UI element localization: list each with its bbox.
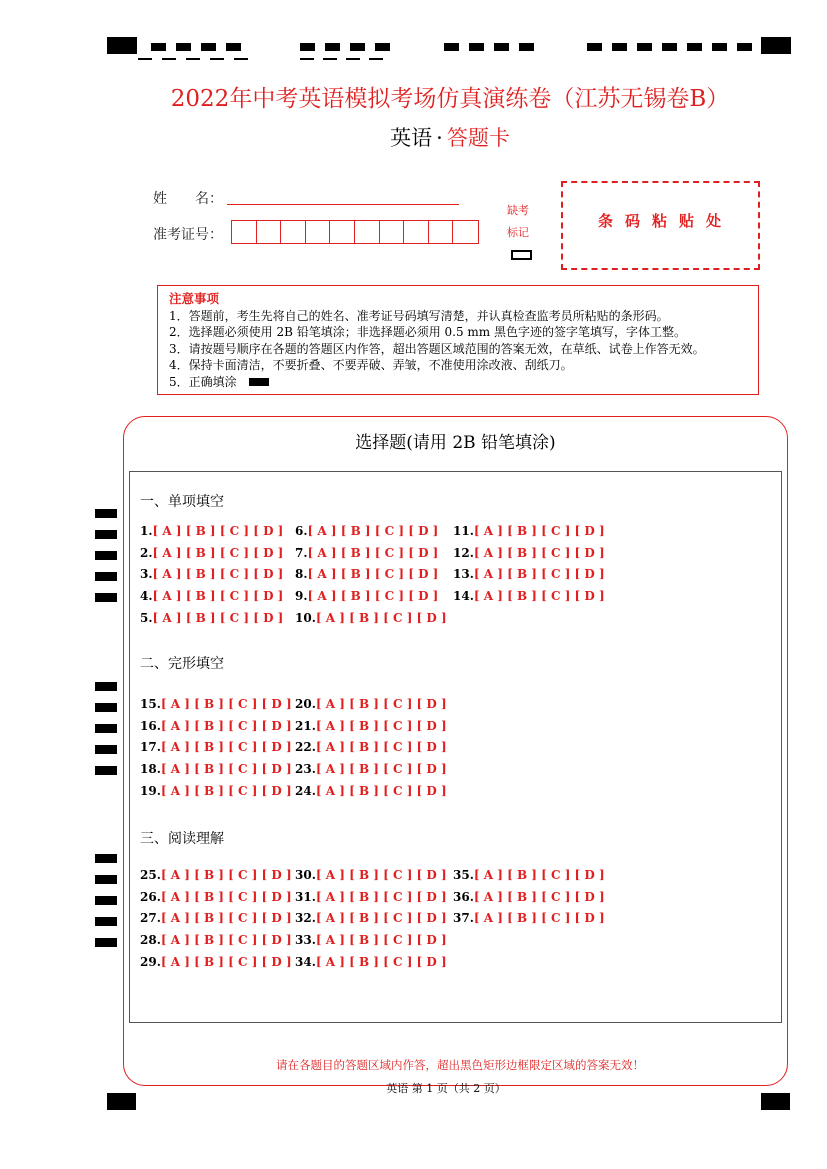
question-number: 24 xyxy=(295,783,312,798)
question-number: 20 xyxy=(295,697,312,711)
question-number: 4 xyxy=(140,589,149,604)
section-title-single-choice: 一、单项填空 xyxy=(140,494,224,510)
answer-options[interactable]: [ A ] [ B ] [ C ] [ D ] xyxy=(160,783,292,798)
question-row[interactable] xyxy=(453,911,605,925)
question-dot: . xyxy=(156,697,161,711)
question-row[interactable] xyxy=(453,890,605,904)
question-dot: . xyxy=(311,740,316,755)
answer-card-label: 答题卡 xyxy=(446,126,510,150)
question-number: 17 xyxy=(140,740,157,755)
question-row[interactable] xyxy=(453,546,605,560)
question-dot: . xyxy=(156,933,161,948)
id-number-boxes[interactable] xyxy=(231,220,479,244)
question-row[interactable] xyxy=(140,762,292,776)
answer-options[interactable]: [ A ] [ B ] [ C ] [ D ] xyxy=(473,545,605,560)
answer-options[interactable]: [ A ] [ B ] [ C ] [ D ] xyxy=(473,589,605,604)
question-row[interactable] xyxy=(140,697,292,711)
question-row[interactable] xyxy=(140,868,292,882)
answer-options[interactable]: [ A ] [ B ] [ C ] [ D ] xyxy=(160,697,292,711)
question-number: 9 xyxy=(295,589,304,604)
answer-options[interactable]: [ A ] [ B ] [ C ] [ D ] xyxy=(160,933,292,948)
answer-options[interactable]: [ A ] [ B ] [ C ] [ D ] xyxy=(473,868,605,882)
question-number: 18 xyxy=(140,762,157,777)
question-number: 12 xyxy=(453,545,470,560)
question-dot: . xyxy=(303,545,308,560)
question-row[interactable] xyxy=(140,784,292,798)
question-row[interactable] xyxy=(140,719,292,733)
answer-options[interactable]: [ A ] [ B ] [ C ] [ D ] xyxy=(473,524,605,538)
question-dot: . xyxy=(311,783,316,798)
question-row[interactable] xyxy=(295,567,438,581)
answer-options[interactable]: [ A ] [ B ] [ C ] [ D ] xyxy=(160,718,292,733)
question-dot: . xyxy=(311,911,316,926)
question-row[interactable] xyxy=(295,933,447,947)
question-row[interactable] xyxy=(140,933,292,947)
question-dot: . xyxy=(311,933,316,948)
question-row[interactable] xyxy=(140,740,292,754)
question-row[interactable] xyxy=(453,589,605,603)
question-dot: . xyxy=(303,589,308,604)
notice-item: 2．选择题必须使用 2B 铅笔填涂；非选择题必须用 0.5 mm 黑色字迹的签字笔填写，字体工整。 xyxy=(169,325,687,339)
question-row[interactable] xyxy=(140,546,283,560)
question-dot: . xyxy=(311,889,316,904)
question-dot: . xyxy=(156,954,161,969)
answer-options[interactable]: [ A ] [ B ] [ C ] [ D ] xyxy=(315,762,447,777)
question-row[interactable] xyxy=(140,890,292,904)
question-row[interactable] xyxy=(295,762,447,776)
answer-options[interactable]: [ A ] [ B ] [ C ] [ D ] xyxy=(152,589,284,604)
page-footer: 英语 第 1 页（共 2 页） xyxy=(386,1082,506,1095)
notice-item: 3．请按题号顺序在各题的答题区内作答，超出答题区域范围的答案无效，在草纸、试卷上作答无效。 xyxy=(169,341,705,356)
question-number: 25 xyxy=(140,868,157,882)
answer-options[interactable]: [ A ] [ B ] [ C ] [ D ] xyxy=(473,889,605,904)
section-title-reading: 三、阅读理解 xyxy=(140,831,224,847)
question-number: 33 xyxy=(295,933,312,948)
card-subtitle xyxy=(0,122,827,152)
question-dot: . xyxy=(469,889,474,904)
absent-label-1: 缺考 xyxy=(507,204,529,217)
question-number: 3 xyxy=(140,567,149,582)
answer-options[interactable]: [ A ] [ B ] [ C ] [ D ] xyxy=(315,868,447,882)
absent-mark-box[interactable] xyxy=(511,250,532,260)
question-dot: . xyxy=(148,545,153,560)
choice-title: 选择题(请用 2B 铅笔填涂) xyxy=(355,433,556,453)
question-dot: . xyxy=(311,610,316,625)
barcode-area: 条码粘贴处 xyxy=(561,181,760,270)
notice-box xyxy=(157,285,759,395)
question-row[interactable] xyxy=(295,890,447,904)
question-number: 23 xyxy=(295,762,312,777)
answer-options[interactable]: [ A ] [ B ] [ C ] [ D ] xyxy=(160,889,292,904)
answer-options[interactable]: [ A ] [ B ] [ C ] [ D ] xyxy=(307,524,439,538)
answer-options[interactable]: [ A ] [ B ] [ C ] [ D ] xyxy=(160,740,292,755)
question-number: 32 xyxy=(295,911,312,926)
question-row[interactable] xyxy=(140,524,283,538)
subject-label: 英语 xyxy=(390,126,433,150)
question-number: 19 xyxy=(140,783,157,798)
timing-mark-bottom-right xyxy=(761,1093,790,1110)
answer-options[interactable]: [ A ] [ B ] [ C ] [ D ] xyxy=(473,911,605,926)
question-number: 35 xyxy=(453,868,470,882)
question-number: 29 xyxy=(140,954,157,969)
question-number: 7 xyxy=(295,545,304,560)
question-row[interactable] xyxy=(295,589,438,603)
notice-item: 1．答题前，考生先将自己的姓名、准考证号码填写清楚，并认真检查监考员所粘贴的条形码。 xyxy=(169,308,669,323)
question-dot: . xyxy=(469,545,474,560)
name-field[interactable] xyxy=(227,204,459,205)
question-row[interactable] xyxy=(453,868,605,882)
notice-item: 4．保持卡面清洁，不要折叠、不要弄破、弄皱，不准使用涂改液、刮纸刀。 xyxy=(169,358,573,372)
question-dot: . xyxy=(469,911,474,926)
answer-options[interactable]: [ A ] [ B ] [ C ] [ D ] xyxy=(315,697,447,711)
question-row[interactable] xyxy=(295,955,447,969)
question-dot: . xyxy=(311,868,316,882)
question-number: 28 xyxy=(140,933,157,948)
answer-options[interactable]: [ A ] [ B ] [ C ] [ D ] xyxy=(160,762,292,777)
answer-options[interactable]: [ A ] [ B ] [ C ] [ D ] xyxy=(307,567,439,582)
question-dot: . xyxy=(311,954,316,969)
answer-options[interactable]: [ A ] [ B ] [ C ] [ D ] xyxy=(152,567,284,582)
question-number: 16 xyxy=(140,718,157,733)
question-number: 15 xyxy=(140,697,157,711)
question-row[interactable] xyxy=(295,719,447,733)
footer-warning: 请在各题目的答题区域内作答，超出黑色矩形边框限定区域的答案无效！ xyxy=(276,1058,644,1072)
question-dot: . xyxy=(469,567,474,582)
question-dot: . xyxy=(469,524,474,538)
question-dot: . xyxy=(311,762,316,777)
question-number: 30 xyxy=(295,868,312,882)
question-number: 22 xyxy=(295,740,312,755)
question-number: 13 xyxy=(453,567,470,582)
notice-heading: 注意事项 xyxy=(169,291,220,306)
question-dot: . xyxy=(156,911,161,926)
question-row[interactable] xyxy=(140,611,283,625)
question-dot: . xyxy=(156,762,161,777)
question-dot: . xyxy=(148,610,153,625)
notice-item: 5．正确填涂 xyxy=(169,374,747,391)
question-dot: . xyxy=(156,868,161,882)
question-row[interactable] xyxy=(295,697,447,711)
question-number: 34 xyxy=(295,954,312,969)
answer-options[interactable]: [ A ] [ B ] [ C ] [ D ] xyxy=(307,545,439,560)
question-dot: . xyxy=(469,589,474,604)
question-dot: . xyxy=(148,524,153,538)
subtitle-dot: · xyxy=(436,126,443,150)
question-dot: . xyxy=(156,783,161,798)
answer-options[interactable]: [ A ] [ B ] [ C ] [ D ] xyxy=(315,911,447,926)
question-row[interactable] xyxy=(295,546,438,560)
question-row[interactable] xyxy=(295,911,447,925)
answer-options[interactable]: [ A ] [ B ] [ C ] [ D ] xyxy=(160,868,292,882)
question-dot: . xyxy=(156,740,161,755)
question-dot: . xyxy=(303,567,308,582)
question-number: 14 xyxy=(453,589,470,604)
question-dot: . xyxy=(303,524,308,538)
answer-options[interactable]: [ A ] [ B ] [ C ] [ D ] xyxy=(160,911,292,926)
answer-options[interactable]: [ A ] [ B ] [ C ] [ D ] xyxy=(315,954,447,969)
question-row[interactable] xyxy=(295,524,438,538)
question-row[interactable] xyxy=(140,955,292,969)
question-number: 27 xyxy=(140,911,157,926)
question-row[interactable] xyxy=(140,589,283,603)
question-dot: . xyxy=(156,889,161,904)
answer-options[interactable]: [ A ] [ B ] [ C ] [ D ] xyxy=(315,783,447,798)
question-number: 37 xyxy=(453,911,470,926)
question-row[interactable] xyxy=(453,524,605,538)
question-dot: . xyxy=(469,868,474,882)
answer-options[interactable]: [ A ] [ B ] [ C ] [ D ] xyxy=(315,933,447,948)
question-dot: . xyxy=(311,697,316,711)
question-dot: . xyxy=(311,718,316,733)
question-row[interactable] xyxy=(295,740,447,754)
absent-label-2: 标记 xyxy=(507,226,529,239)
answer-options[interactable]: [ A ] [ B ] [ C ] [ D ] xyxy=(473,567,605,582)
question-number: 1 xyxy=(140,524,149,538)
answer-options[interactable]: [ A ] [ B ] [ C ] [ D ] xyxy=(315,610,447,625)
question-row[interactable] xyxy=(295,784,447,798)
question-dot: . xyxy=(156,718,161,733)
answer-options[interactable]: [ A ] [ B ] [ C ] [ D ] xyxy=(152,610,284,625)
question-row[interactable] xyxy=(140,567,283,581)
question-dot: . xyxy=(148,589,153,604)
question-number: 11 xyxy=(453,524,470,538)
page-title: 2022年中考英语模拟考场仿真演练卷（江苏无锡卷B） xyxy=(170,86,730,112)
answer-options[interactable]: [ A ] [ B ] [ C ] [ D ] xyxy=(152,524,284,538)
question-row[interactable] xyxy=(295,611,447,625)
question-row[interactable] xyxy=(453,567,605,581)
question-number: 8 xyxy=(295,567,304,582)
id-label: 准考证号： xyxy=(153,227,223,243)
question-number: 10 xyxy=(295,610,312,625)
answer-options[interactable]: [ A ] [ B ] [ C ] [ D ] xyxy=(307,589,439,604)
timing-mark-bottom-left xyxy=(107,1093,136,1110)
question-number: 2 xyxy=(140,545,149,560)
question-row[interactable] xyxy=(295,868,447,882)
answer-options[interactable]: [ A ] [ B ] [ C ] [ D ] xyxy=(160,954,292,969)
question-row[interactable] xyxy=(140,911,292,925)
answer-options[interactable]: [ A ] [ B ] [ C ] [ D ] xyxy=(152,545,284,560)
question-number: 5 xyxy=(140,610,149,625)
answer-options[interactable]: [ A ] [ B ] [ C ] [ D ] xyxy=(315,718,447,733)
question-number: 36 xyxy=(453,889,470,904)
name-label: 姓 名： xyxy=(153,191,223,207)
fill-example-mark xyxy=(249,378,269,386)
answer-options[interactable]: [ A ] [ B ] [ C ] [ D ] xyxy=(315,740,447,755)
question-dot: . xyxy=(148,567,153,582)
question-number: 26 xyxy=(140,889,157,904)
question-number: 21 xyxy=(295,718,312,733)
section-title-cloze: 二、完形填空 xyxy=(140,656,224,672)
question-number: 31 xyxy=(295,889,312,904)
question-number: 6 xyxy=(295,524,304,538)
answer-options[interactable]: [ A ] [ B ] [ C ] [ D ] xyxy=(315,889,447,904)
